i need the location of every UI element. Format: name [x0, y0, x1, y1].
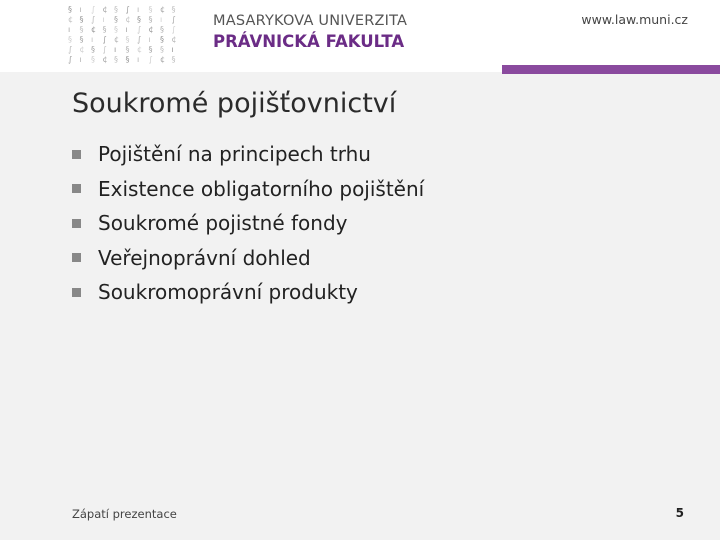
bullet-item: [72, 206, 424, 241]
svg-text:∫: ∫: [102, 45, 107, 54]
svg-text:¢: ¢: [160, 55, 166, 64]
bullet-text: Soukromé pojistné fondy: [98, 211, 348, 236]
bullet-text: Soukromoprávní produkty: [98, 280, 358, 305]
bullet-list: [72, 137, 424, 310]
svg-text:¢: ¢: [160, 5, 166, 14]
svg-text:ı: ı: [160, 15, 163, 24]
svg-text:§: §: [160, 45, 164, 54]
svg-text:∫: ∫: [171, 25, 176, 34]
svg-text:ı: ı: [114, 45, 117, 54]
svg-text:¢: ¢: [79, 45, 85, 54]
bullet-text: Existence obligatorního pojištění: [98, 176, 425, 201]
svg-text:¢: ¢: [102, 55, 108, 64]
svg-text:§: §: [114, 15, 118, 24]
svg-text:§: §: [171, 55, 176, 64]
svg-text:ı: ı: [102, 15, 105, 24]
svg-text:§: §: [91, 45, 95, 54]
svg-text:ı: ı: [79, 5, 82, 14]
svg-text:∫: ∫: [91, 5, 96, 14]
page-number: 5: [675, 506, 684, 520]
svg-text:ı: ı: [79, 55, 82, 64]
svg-text:ı: ı: [171, 45, 174, 54]
svg-text:¢: ¢: [148, 25, 154, 34]
svg-text:∫: ∫: [68, 45, 73, 54]
svg-text:§: §: [79, 15, 84, 24]
slide-header: [0, 0, 720, 70]
svg-text:§: §: [114, 55, 118, 64]
svg-text:§: §: [148, 15, 153, 24]
svg-text:∫: ∫: [125, 5, 130, 14]
svg-text:§: §: [79, 35, 84, 44]
svg-text:§: §: [160, 35, 164, 44]
square-bullet-icon: [72, 150, 81, 159]
svg-text:§: §: [68, 35, 72, 44]
svg-text:§: §: [114, 5, 118, 14]
accent-bar: [502, 65, 720, 74]
svg-text:¢: ¢: [102, 5, 108, 14]
svg-text:§: §: [91, 55, 95, 64]
svg-text:§: §: [79, 25, 84, 34]
svg-text:∫: ∫: [148, 55, 153, 64]
svg-text:ı: ı: [125, 25, 128, 34]
bullet-item: [72, 137, 424, 172]
svg-text:¢: ¢: [171, 35, 177, 44]
bullet-item: [72, 172, 424, 207]
svg-text:§: §: [171, 5, 176, 14]
legal-symbols-pattern-icon: [64, 4, 182, 66]
svg-text:∫: ∫: [137, 25, 142, 34]
svg-text:¢: ¢: [137, 45, 143, 54]
square-bullet-icon: [72, 184, 81, 193]
svg-text:§: §: [68, 5, 72, 14]
bullet-item: [72, 275, 424, 310]
svg-text:ı: ı: [137, 5, 140, 14]
svg-text:§: §: [125, 55, 130, 64]
svg-text:¢: ¢: [68, 15, 74, 24]
slide-title: Soukromé pojišťovnictví: [72, 88, 397, 119]
svg-text:ı: ı: [137, 55, 140, 64]
university-name: MASARYKOVA UNIVERZITA: [213, 13, 408, 29]
svg-text:§: §: [148, 45, 153, 54]
svg-text:§: §: [160, 25, 164, 34]
svg-text:§: §: [102, 25, 107, 34]
svg-text:ı: ı: [91, 35, 94, 44]
svg-text:¢: ¢: [91, 25, 97, 34]
faculty-name: PRÁVNICKÁ FAKULTA: [213, 32, 405, 51]
svg-text:∫: ∫: [91, 15, 96, 24]
bullet-text: Pojištění na principech trhu: [98, 142, 371, 167]
svg-text:∫: ∫: [102, 35, 107, 44]
svg-text:∫: ∫: [137, 35, 142, 44]
square-bullet-icon: [72, 253, 81, 262]
bullet-item: [72, 241, 424, 276]
svg-text:∫: ∫: [68, 55, 73, 64]
square-bullet-icon: [72, 219, 81, 228]
svg-text:§: §: [125, 45, 130, 54]
bullet-text: Veřejnoprávní dohled: [98, 245, 311, 270]
svg-text:ı: ı: [68, 25, 71, 34]
svg-text:ı: ı: [148, 35, 151, 44]
svg-text:§: §: [114, 25, 118, 34]
square-bullet-icon: [72, 288, 81, 297]
svg-text:§: §: [137, 15, 141, 24]
svg-text:§: §: [148, 5, 153, 14]
footer-text: Zápatí prezentace: [72, 507, 177, 521]
svg-text:¢: ¢: [114, 35, 120, 44]
svg-text:∫: ∫: [171, 15, 176, 24]
website-url: www.law.muni.cz: [581, 12, 688, 27]
svg-text:§: §: [125, 35, 130, 44]
svg-text:¢: ¢: [125, 15, 131, 24]
